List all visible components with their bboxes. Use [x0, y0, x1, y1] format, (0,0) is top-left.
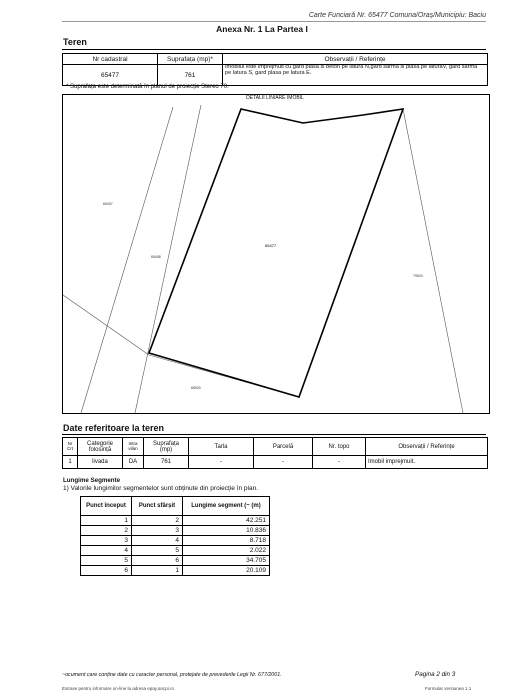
parcel-label: 65477: [265, 243, 277, 248]
cell-end: 4: [132, 536, 183, 546]
col-lungime: Lungime segment (~ (m): [183, 497, 270, 516]
annex-title: Anexa Nr. 1 La Partea I: [216, 24, 308, 34]
surface-note: * Suprafața este determinată în planul de proiecție Stereo 70.: [66, 84, 229, 90]
lungime-title: Lungime Segmente: [63, 477, 121, 484]
table-row: [81, 526, 270, 536]
neighbor-boundary-sw: [63, 295, 149, 355]
table-row: [63, 456, 488, 469]
col-categorie: Categorie folosință: [78, 438, 123, 456]
col-tarla: Tarla: [189, 438, 254, 456]
teren-divider: [62, 49, 486, 50]
neighbor-boundary-east: [403, 109, 463, 413]
drawing-title: DETALII LINIARE IMOBIL: [246, 95, 304, 101]
neighbor-label-w: 65408: [151, 255, 161, 259]
cell-tarla: -: [189, 456, 254, 469]
cell-intravilan: DA: [123, 456, 144, 469]
cell-length: 8.718: [183, 536, 270, 546]
footer-legal-note: ~ocument care conține date cu caracter personal, protejate de prevederile Legii Nr. 677/2001.: [62, 672, 282, 678]
cell-suprafata: 761: [158, 65, 223, 86]
cell-end: 6: [132, 556, 183, 566]
col-nr-cadastral: Nr cadastral: [63, 54, 158, 65]
col-punct-sfarsit: Punct sfârșit: [132, 497, 183, 516]
cell-nr-cadastral: 65477: [63, 65, 158, 86]
carte-funciara-header: Carte Funciară Nr. 65477 Comuna/Oraș/Municipiu: Baciu: [308, 12, 486, 19]
cell-start: 4: [81, 546, 132, 556]
table-row: [81, 536, 270, 546]
col-suprafata-mp: Suprafața (mp): [144, 438, 189, 456]
col-observatii-ref: Observații / Referințe: [366, 438, 488, 456]
cell-categorie: livada: [78, 456, 123, 469]
cell-length: 10.836: [183, 526, 270, 536]
cell-parcela: -: [254, 456, 313, 469]
form-version: Formular versiunea 1.1: [425, 686, 472, 691]
date-divider: [62, 434, 486, 435]
col-observatii: Observații / Referințe: [223, 54, 488, 65]
cell-length: 20.109: [183, 566, 270, 576]
col-punct-inceput: Punct început: [81, 497, 132, 516]
parcel-drawing: [62, 94, 490, 414]
neighbor-label-e: 79524: [413, 274, 423, 278]
parcel-boundary: [149, 109, 403, 397]
lungime-subtitle: 1) Valorile lungimilor segmentelor sunt obținute din proiecție în plan.: [63, 485, 258, 492]
col-nr-crt: Nr Crt: [63, 438, 78, 456]
cell-start: 1: [81, 516, 132, 526]
col-suprafata: Suprafața (mp)*: [158, 54, 223, 65]
cell-start: 2: [81, 526, 132, 536]
parcel-plan-svg: [63, 95, 489, 413]
cell-length: 2.022: [183, 546, 270, 556]
col-parcela: Parcelă: [254, 438, 313, 456]
cell-end: 3: [132, 526, 183, 536]
neighbor-label-nw: 65407: [103, 202, 113, 206]
lungime-table: [80, 496, 270, 576]
cell-suprafata: 761: [144, 456, 189, 469]
cell-end: 5: [132, 546, 183, 556]
cell-nr-topo: -: [313, 456, 366, 469]
cell-observatii: Imobil imprejmuit.: [366, 456, 488, 469]
neighbor-label-s: 65920: [191, 386, 201, 390]
page-indicator: Pagina 2 din 3: [415, 671, 456, 678]
cell-start: 5: [81, 556, 132, 566]
footer-extras: Extrase pentru informare on-line la adresa epay.ancpi.ro: [62, 686, 174, 691]
teren-section-title: Teren: [63, 37, 87, 47]
cell-nr: 1: [63, 456, 78, 469]
date-referitoare-title: Date referitoare la teren: [63, 423, 165, 433]
neighbor-boundary-far-west: [81, 107, 173, 413]
cell-start: 6: [81, 566, 132, 576]
table-row: [81, 556, 270, 566]
teren-table: [62, 53, 488, 86]
cell-start: 3: [81, 536, 132, 546]
col-nr-topo: Nr. topo: [313, 438, 366, 456]
cell-end: 1: [132, 566, 183, 576]
cell-length: 42.251: [183, 516, 270, 526]
table-row: [63, 65, 488, 86]
table-row: [81, 516, 270, 526]
date-referitoare-table: [62, 437, 488, 469]
table-row: [81, 566, 270, 576]
col-intravilan: Intra vilan: [123, 438, 144, 456]
cell-end: 2: [132, 516, 183, 526]
cell-length: 34.705: [183, 556, 270, 566]
header-divider: [62, 21, 486, 22]
cell-observatii: Imobilul este imprejmuit cu gard plasa si beton pe latura N,gard sarma si plasa pe laturaV, gard sarma pe latura S, gard plasa pe latura E.: [223, 65, 488, 86]
table-row: [81, 546, 270, 556]
